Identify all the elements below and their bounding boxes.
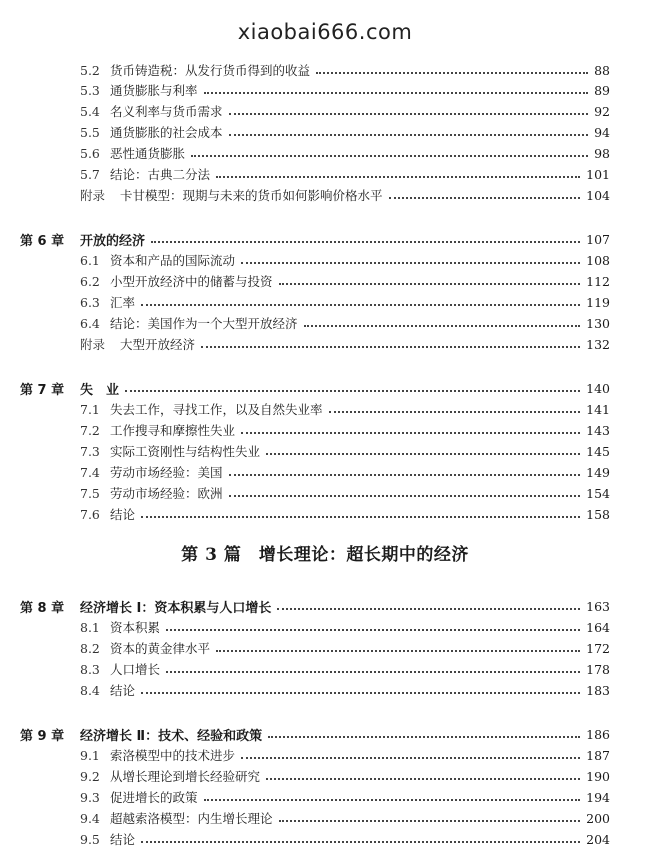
section-title: 结论: [110, 683, 136, 698]
page-number: 183: [586, 682, 610, 698]
page-number: 178: [586, 661, 610, 677]
toc-entry[interactable]: [80, 808, 610, 828]
leader-dots: [266, 778, 580, 780]
page-number: 112: [586, 273, 610, 289]
section-title: 促进增长的政策: [110, 790, 198, 805]
section-title: 工作搜寻和摩擦性失业: [110, 423, 236, 438]
leader-dots: [389, 197, 581, 199]
section-number: 5.5: [80, 124, 100, 140]
toc-chapter[interactable]: [20, 229, 610, 249]
section-title: 劳动市场经验：欧洲: [110, 486, 223, 501]
toc-entry[interactable]: [80, 787, 610, 807]
leader-dots: [204, 92, 589, 94]
section-title: 索洛模型中的技术进步: [110, 748, 236, 763]
toc-entry[interactable]: [80, 80, 610, 100]
section-number: 7.2: [80, 422, 100, 438]
page-number: 204: [586, 831, 610, 847]
leader-dots: [216, 176, 580, 178]
leader-dots: [266, 453, 580, 455]
leader-dots: [277, 608, 580, 610]
section-number: 8.1: [80, 619, 100, 635]
toc-entry[interactable]: [80, 164, 610, 184]
page-number: 163: [586, 598, 610, 614]
page-number: 145: [586, 443, 610, 459]
leader-dots: [268, 736, 580, 738]
section-number: 7.5: [80, 485, 100, 501]
part-heading: 第 3 篇 增长理论：超长期中的经济: [181, 545, 469, 565]
section-title: 失去工作，寻找工作，以及自然失业率: [110, 402, 323, 417]
section-number: 9.2: [80, 768, 100, 784]
section-title: 结论：古典二分法: [110, 167, 211, 182]
section-number: 7.1: [80, 401, 100, 417]
leader-dots: [141, 841, 580, 843]
page-number: 88: [594, 62, 610, 78]
watermark: xiaobai666.com: [237, 20, 413, 44]
leader-dots: [229, 134, 589, 136]
leader-dots: [125, 390, 580, 392]
chapter-title: 失 业: [80, 382, 120, 398]
chapter-label: 第 9 章: [20, 728, 65, 744]
section-title: 超越索洛模型：内生增长理论: [110, 811, 273, 826]
toc-entry[interactable]: [80, 60, 610, 80]
section-title: 小型开放经济中的储蓄与投资: [110, 274, 273, 289]
leader-dots: [229, 474, 581, 476]
toc-entry[interactable]: [80, 292, 610, 312]
page-number: 140: [586, 380, 610, 396]
section-number: 9.4: [80, 810, 100, 826]
leader-dots: [166, 629, 580, 631]
section-number: 7.3: [80, 443, 100, 459]
toc-entry[interactable]: [80, 829, 610, 849]
section-number: 7.6: [80, 506, 100, 522]
section-title: 结论: [110, 832, 136, 847]
leader-dots: [204, 799, 581, 801]
page-number: 143: [586, 422, 610, 438]
appendix-title: 卡甘模型：现期与未来的货币如何影响价格水平: [120, 188, 383, 203]
leader-dots: [229, 495, 581, 497]
section-title: 结论：美国作为一个大型开放经济: [110, 316, 298, 331]
section-number: 5.6: [80, 145, 100, 161]
page-number: 92: [594, 103, 610, 119]
page-number: 94: [594, 124, 610, 140]
section-number: 6.4: [80, 315, 100, 331]
chapter-label: 第 8 章: [20, 600, 65, 616]
section-number: 8.4: [80, 682, 100, 698]
toc-entry[interactable]: [80, 659, 610, 679]
leader-dots: [316, 72, 588, 74]
leader-dots: [141, 692, 580, 694]
page-number: 190: [586, 768, 610, 784]
toc-entry[interactable]: [80, 271, 610, 291]
chapter-title: 经济增长 Ⅰ：资本积累与人口增长: [80, 600, 272, 616]
page-number: 119: [586, 294, 610, 310]
section-number: 8.3: [80, 661, 100, 677]
toc-entry[interactable]: [80, 122, 610, 142]
section-number: 6.1: [80, 252, 100, 268]
toc-entry[interactable]: [80, 766, 610, 786]
section-title: 名义利率与货币需求: [110, 104, 223, 119]
leader-dots: [216, 650, 580, 652]
appendix-title: 大型开放经济: [120, 337, 196, 352]
toc-entry[interactable]: [80, 441, 610, 461]
section-title: 货币铸造税：从发行货币得到的收益: [110, 63, 311, 78]
toc-entry[interactable]: [80, 617, 610, 637]
appendix-label: 附录: [80, 337, 106, 352]
section-number: 8.2: [80, 640, 100, 656]
section-title: 通货膨胀的社会成本: [110, 125, 223, 140]
section-title: 资本和产品的国际流动: [110, 253, 236, 268]
leader-dots: [241, 262, 580, 264]
section-title: 资本积累: [110, 620, 161, 635]
page-number: 186: [586, 726, 610, 742]
toc-entry[interactable]: [80, 638, 610, 658]
section-number: 5.2: [80, 62, 100, 78]
leader-dots: [141, 304, 580, 306]
toc-entry[interactable]: [80, 462, 610, 482]
page-number: 158: [586, 506, 610, 522]
toc-chapter[interactable]: [20, 596, 610, 616]
page-number: 141: [586, 401, 610, 417]
section-title: 恶性通货膨胀: [110, 146, 186, 161]
leader-dots: [229, 113, 589, 115]
chapter-label: 第 6 章: [20, 233, 65, 249]
section-number: 9.1: [80, 747, 100, 763]
leader-dots: [279, 283, 581, 285]
leader-dots: [241, 757, 580, 759]
page-number: 194: [586, 789, 610, 805]
leader-dots: [201, 346, 580, 348]
page-number: 149: [586, 464, 610, 480]
toc-chapter[interactable]: [20, 378, 610, 398]
toc-entry[interactable]: [80, 680, 610, 700]
toc-appendix[interactable]: [80, 334, 610, 354]
section-title: 汇率: [110, 295, 136, 310]
toc-appendix[interactable]: [80, 185, 610, 205]
leader-dots: [329, 411, 581, 413]
leader-dots: [304, 325, 581, 327]
page-number: 200: [586, 810, 610, 826]
section-number: 5.4: [80, 103, 100, 119]
toc-entry[interactable]: [80, 313, 610, 333]
section-title: 通货膨胀与利率: [110, 83, 198, 98]
page-number: 89: [594, 82, 610, 98]
section-number: 5.7: [80, 166, 100, 182]
section-title: 从增长理论到增长经验研究: [110, 769, 261, 784]
page-number: 187: [586, 747, 610, 763]
section-number: 6.3: [80, 294, 100, 310]
page-number: 172: [586, 640, 610, 656]
toc-entry[interactable]: [80, 399, 610, 419]
toc-entry[interactable]: [80, 250, 610, 270]
section-title: 实际工资刚性与结构性失业: [110, 444, 261, 459]
section-number: 9.5: [80, 831, 100, 847]
section-number: 6.2: [80, 273, 100, 289]
page-number: 108: [586, 252, 610, 268]
leader-dots: [279, 820, 581, 822]
page-number: 130: [586, 315, 610, 331]
page-number: 132: [586, 336, 610, 352]
section-number: 7.4: [80, 464, 100, 480]
page-number: 107: [586, 231, 610, 247]
toc-chapter[interactable]: [20, 724, 610, 744]
section-title: 资本的黄金律水平: [110, 641, 211, 656]
section-title: 结论: [110, 507, 136, 522]
toc-entry[interactable]: [80, 101, 610, 121]
leader-dots: [191, 155, 588, 157]
toc-entry[interactable]: [80, 483, 610, 503]
page-number: 164: [586, 619, 610, 635]
chapter-label: 第 7 章: [20, 382, 65, 398]
section-number: 5.3: [80, 82, 100, 98]
leader-dots: [241, 432, 580, 434]
page-number: 154: [586, 485, 610, 501]
leader-dots: [151, 241, 580, 243]
toc-entry[interactable]: [80, 420, 610, 440]
leader-dots: [141, 516, 580, 518]
section-title: 劳动市场经验：美国: [110, 465, 223, 480]
page-number: 101: [586, 166, 610, 182]
toc-entry[interactable]: [80, 504, 610, 524]
chapter-title: 开放的经济: [80, 233, 146, 249]
toc-entry[interactable]: [80, 143, 610, 163]
page-number: 98: [594, 145, 610, 161]
appendix-label: 附录: [80, 188, 106, 203]
leader-dots: [166, 671, 580, 673]
section-number: 9.3: [80, 789, 100, 805]
page-number: 104: [586, 187, 610, 203]
toc-entry[interactable]: [80, 745, 610, 765]
chapter-title: 经济增长 Ⅱ：技术、经验和政策: [80, 728, 263, 744]
section-title: 人口增长: [110, 662, 161, 677]
